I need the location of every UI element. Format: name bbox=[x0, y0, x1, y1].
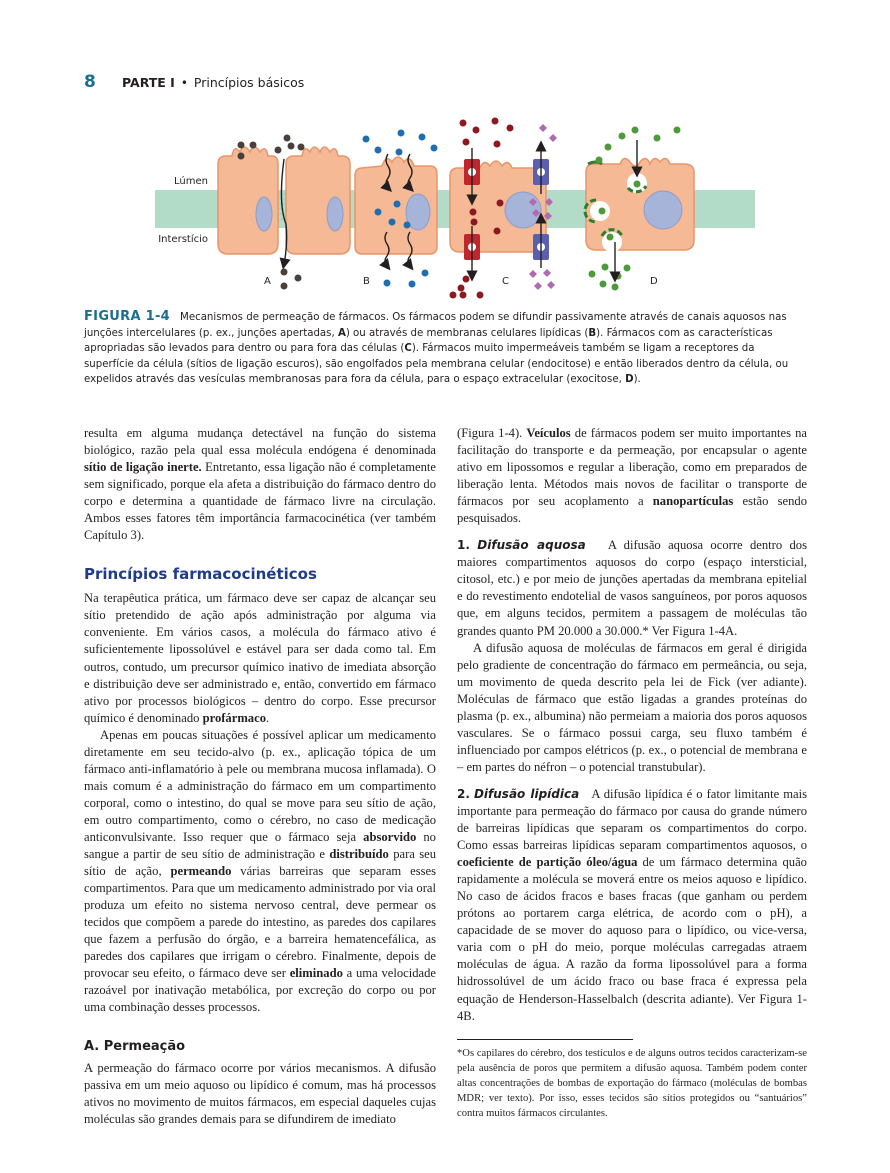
footnote-rule bbox=[457, 1039, 633, 1040]
cell-a-right bbox=[286, 147, 350, 254]
left-column bbox=[84, 425, 436, 1128]
paragraph-aqueous-diffusion: 1. Difusão aquosa A difusão aquosa ocorre dentro dos maiores compartimentos aquosos do corpo (espaço intersticial, citosol, etc.) e por meio de junções apertadas da membrana epitelial e do revestimento endotelial de vasos sanguíneos, por poros aquosos que, em alguns tecidos, permitem a passagem de moléculas tão grandes quanto PM 20.000 a 30.000.* Ver Figura 1-4A. bbox=[457, 538, 808, 638]
label-a: A bbox=[264, 276, 271, 287]
page-number: 8 bbox=[84, 72, 96, 92]
separator: • bbox=[180, 76, 188, 90]
figure-1-4-diagram bbox=[150, 114, 760, 304]
figure-label: FIGURA 1-4 bbox=[84, 309, 171, 324]
paragraph-lipid-diffusion: 2. Difusão lipídica A difusão lipídica é o fator limitante mais importante para permeação do fármaco por causa do grande número de barreiras lipídicas que separam os compartimentos do corpo. Como essas barreiras lipídicas separam compartimentos aquosos, o coeficiente de partição óleo/água de um fármaco determina quão rapidamente a molécula se moverá entre os meios aquoso e lipídico. No caso de ácidos fracos e bases fracas (que ganham ou perdem prótons ao portarem carga elétrica, de acordo com o pH), a capacidade de se mover do aquoso para o lipídico, ou vice-versa, varia com o pH do meio, porque moléculas carregadas atraem moléculas de água. A razão da forma lipossolúvel para a forma hidrossolúvel de um ácido fraco ou base fraca é expressa pela equação de Henderson-Hasselbalch (descrita adiante). Ver Figura 1-4B. bbox=[457, 786, 808, 1023]
figure-caption: FIGURA 1-4 Mecanismos de permeação de fármacos. Os fármacos podem se difundir passivamente através de canais aquosos nas junções intercelulares (p. ex., junções apertadas, A) ou através de membranas celulares lipídicas (B). Fármacos com as características apropriadas são levados para dentro ou para fora das células (C). Fármacos muito impermeáveis também se ligam a receptores da superfície da célula (sítios de ligação escuros), são engolfados pela membrana celular (endocitose) e então liberados dentro da célula, ou expelidos através das vesículas membranosas para fora da célula, para o espaço extracelular (exocitose, D). bbox=[84, 309, 789, 386]
label-b: B bbox=[363, 276, 370, 287]
label-interstitium: Interstício bbox=[158, 234, 208, 245]
cell-c bbox=[450, 159, 549, 260]
footnote: *Os capilares do cérebro, dos testículos e de alguns outros tecidos caracterizam-se pela ausência de poros que permitem a difusão aquosa. Também podem conter altas concentrações de bombas de exportação do fármaco (moléculas de bombas MDR; ver texto). Por isso, esses tecidos são sítios protegidos ou “santuários” contra muitos fármacos circulantes. bbox=[457, 1047, 807, 1120]
label-c: C bbox=[502, 276, 509, 287]
section-heading: Princípios farmacocinéticos bbox=[84, 565, 317, 584]
label-lumen: Lúmen bbox=[174, 176, 208, 187]
part-label: PARTE I bbox=[122, 75, 175, 90]
label-d: D bbox=[650, 276, 658, 287]
right-column bbox=[457, 425, 807, 1122]
running-head bbox=[84, 72, 304, 96]
part-title: Princípios básicos bbox=[193, 75, 305, 90]
paragraph: resulta em alguma mudança detectável na função do sistema biológico, razão pela qual essa molécula endógena é denominada sítio de ligação inerte. Entretanto, essa ligação não é completamente sem significado, porque ela afeta a distribuição do fármaco dentro do corpo e determina a quantidade de fármaco livre na circulação. Ambos esses fatores têm importância farmacocinética (ver também Capítulo 3). bbox=[84, 426, 436, 543]
paragraph: Apenas em poucas situações é possível aplicar um medicamento diretamente em seu tecido-alvo (p. ex., aplicação tópica de um fármaco anti-inflamatório à pele ou membrana mucosa inflamada). O mais comum é a administração do fármaco em um compartimento corporal, como o intestino, do qual se move para seu sítio de ação, em outro compartimento, como o cérebro, no caso de medicação anticonvulsivante. Isso requer que o fármaco seja absorvido no sangue a partir de seu sítio de administração e distribuído para seu sítio de ação, permeando várias barreiras que separam esses compartimentos. Para que um medicamento administrado por via oral produza um efeito no sistema nervoso central, deve permear os tecidos que compõem a parede do intestino, as paredes dos capilares que fazem a perfusão do órgão, e a barreira hematencefálica, as paredes dos capilares que irrigam o cérebro. Finalmente, depois de provocar seu efeito, o fármaco deve ser eliminado a uma velocidade razoável por inativação metabólica, por excreção do corpo ou por uma combinação desses processos. bbox=[84, 727, 436, 1015]
cell-d bbox=[585, 158, 694, 252]
cell-a-left bbox=[218, 147, 278, 254]
paragraph: A permeação do fármaco ocorre por vários mecanismos. A difusão passiva em um meio aquoso ou lipídico é comum, mas há processos ativos no movimento de muitos fármacos, em especial daqueles cujas moléculas são grandes demais para se difundirem de imediato bbox=[84, 1060, 436, 1126]
paragraph: A difusão aquosa de moléculas de fármacos em geral é dirigida pelo gradiente de concentração do fármaco em permeância, ou seja, um movimento de queda descrito pela lei de Fick (ver adiante). Moléculas de fármaco que estão ligadas a grandes proteínas do plasma (p. ex., albumina) não permeiam a maioria dos poros aquosos vasculares. Se o fármaco possui carga, seu fluxo também é influenciado por campos elétricos (p. ex., o potencial de membrana e – em partes do néfron – o potencial transtubular). bbox=[457, 640, 807, 774]
paragraph: Na terapêutica prática, um fármaco deve ser capaz de alcançar seu sítio pretendido de ação após administração por alguma via conveniente. Em vários casos, a molécula do fármaco ativo é suficientemente lipossolúvel e estável para ser dada como tal. Em outros, contudo, um precursor químico inativo de imediata absorção e distribuição deve ser administrado e, então, convertido em fármaco ativo por processos biológicos – dentro do corpo. Esse precursor químico é denominado profármaco. bbox=[84, 591, 436, 725]
paragraph: (Figura 1-4). Veículos de fármacos podem ser muito importantes na facilitação do transporte e da permeação, por encapsular o agente ativo em lipossomos e regular a liberação, como em preparados de liberação lenta. Métodos mais novos de facilitar o transporte de fármacos por seu acoplamento a nanopartículas estão sendo pesquisados. bbox=[457, 426, 807, 526]
subsection-heading: A. Permeação bbox=[84, 1038, 186, 1054]
